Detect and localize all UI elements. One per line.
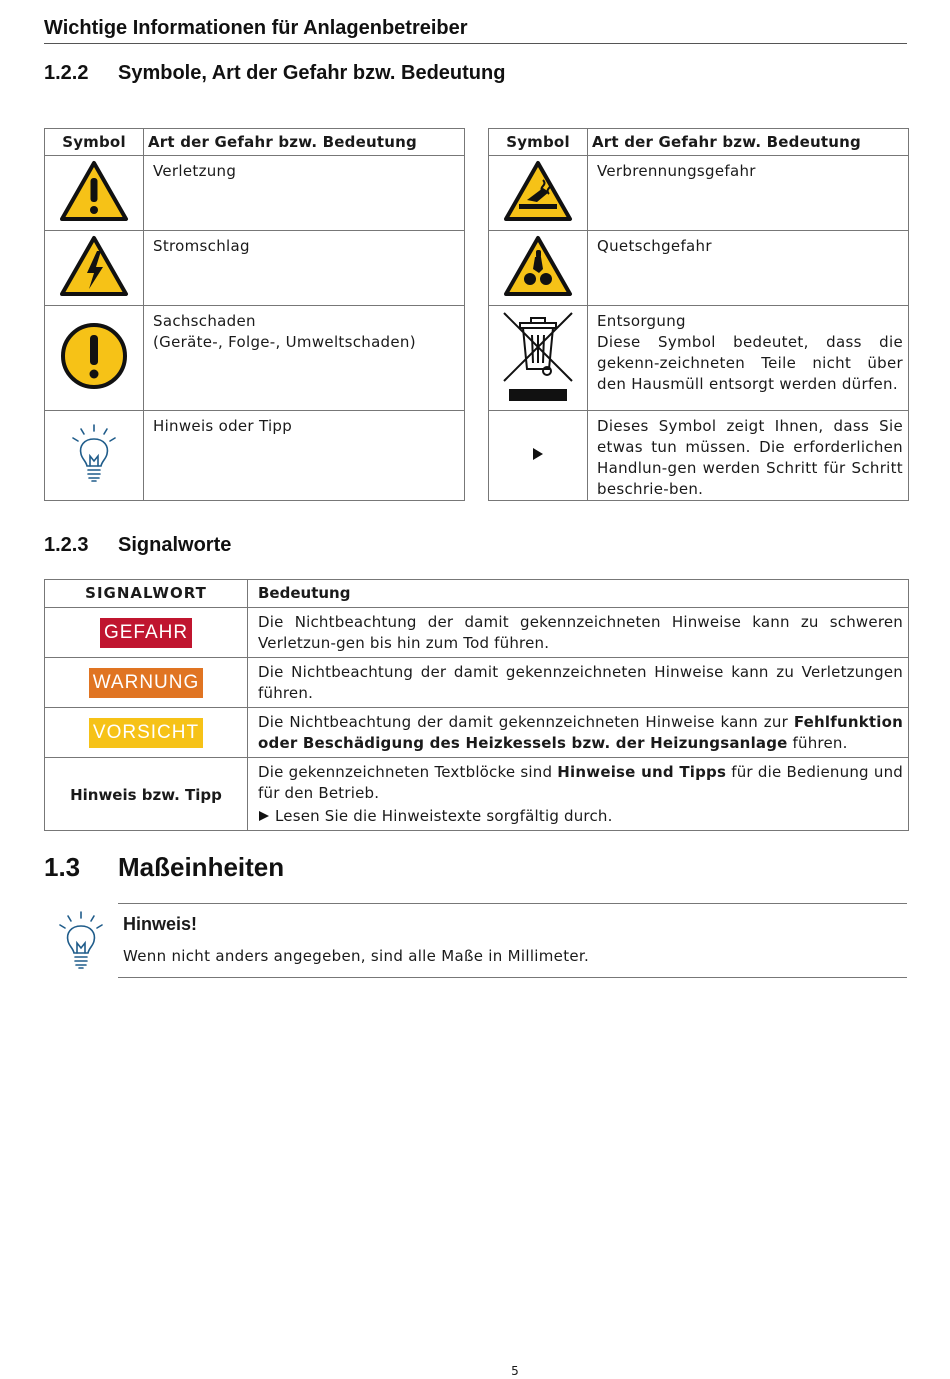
meaning-cell (248, 708, 909, 758)
table-row (45, 608, 909, 658)
symbol-table-left (44, 128, 465, 501)
col-header-meaning: Art der Gefahr bzw. Bedeutung (144, 129, 465, 156)
note-title: Hinweis! (123, 914, 198, 934)
meaning-detail: Diese Symbol bedeutet, dass die gekenn-zeichneten Teile nicht über den Hausmüll entsorgt werden dürfen. (597, 333, 903, 393)
crush-hazard-icon (503, 235, 573, 297)
section-heading-123 (44, 533, 231, 557)
table-row (489, 306, 909, 411)
col-header-symbol: Symbol (45, 129, 144, 156)
meaning-emphasis: Hinweise und Tipps (557, 763, 727, 781)
symbol-cell (45, 156, 144, 231)
note-box (118, 903, 907, 978)
lightbulb-icon (69, 423, 119, 485)
symbol-table-right (488, 128, 909, 501)
table-row (45, 306, 465, 411)
meaning-cell: Verbrennungsgefahr (588, 156, 909, 231)
symbol-cell (45, 231, 144, 306)
section-heading-122 (44, 61, 505, 85)
crossed-bin-icon (500, 309, 576, 403)
symbol-cell (489, 306, 588, 411)
meaning-cell: Dieses Symbol zeigt Ihnen, dass Sie etwas tun müssen. Die erforderlichen Handlun-gen werden Schritt für Schritt beschrie-ben. (588, 411, 909, 501)
table-row (45, 658, 909, 708)
signalword-cell (45, 708, 248, 758)
meaning-cell: Verletzung (144, 156, 465, 231)
section-number: 1.3 (44, 852, 81, 882)
danger-badge: GEFAHR (100, 618, 192, 648)
section-heading-13 (44, 852, 284, 882)
meaning-cell (248, 758, 909, 831)
signalword-cell (45, 658, 248, 708)
col-header-signalword: SIGNALWORT (45, 580, 248, 608)
section-title: Symbole, Art der Gefahr bzw. Bedeutung (118, 62, 506, 84)
table-row (45, 156, 465, 231)
table-row (45, 231, 465, 306)
step-text: Lesen Sie die Hinweistexte sorgfältig durch. (274, 807, 613, 825)
col-header-symbol: Symbol (489, 129, 588, 156)
page-header: Wichtige Informationen für Anlagenbetreiber (44, 14, 907, 44)
note-text: Wenn nicht anders angegeben, sind alle Maße in Millimeter. (123, 947, 590, 965)
electric-shock-icon (59, 235, 129, 297)
symbol-cell (45, 306, 144, 411)
meaning-cell (144, 306, 465, 411)
lightbulb-icon (56, 910, 106, 972)
meaning-text: Die Nichtbeachtung der damit gekennzeichneten Hinweise kann zur (258, 713, 794, 731)
hint-label: Hinweis bzw. Tipp (70, 785, 222, 804)
signal-word-table (44, 579, 909, 831)
meaning-title: Entsorgung (597, 312, 686, 330)
caution-badge: VORSICHT (89, 718, 203, 748)
meaning-text: Die gekennzeichneten Textblöcke sind (258, 763, 558, 781)
warning-triangle-icon (59, 160, 129, 222)
table-row (45, 708, 909, 758)
section-title: Signalworte (118, 534, 232, 556)
symbol-cell (489, 156, 588, 231)
step-line (258, 806, 903, 827)
meaning-detail: (Geräte-, Folge-, Umweltschaden) (153, 333, 416, 351)
meaning-cell: Die Nichtbeachtung der damit gekennzeichneten Hinweise kann zu schweren Verletzun-gen bis hin zum Tod führen. (248, 608, 909, 658)
exclamation-circle-icon (59, 321, 129, 391)
meaning-emphasis: Fehlfunktion oder Beschädigung des Heizkessels bzw. der Heizungsanlage (258, 713, 903, 752)
triangle-right-icon (531, 447, 545, 461)
triangle-right-icon (258, 810, 270, 822)
col-header-meaning: Art der Gefahr bzw. Bedeutung (588, 129, 909, 156)
warning-badge: WARNUNG (89, 668, 204, 698)
symbol-cell (489, 411, 588, 501)
signalword-cell (45, 608, 248, 658)
table-row (489, 231, 909, 306)
table-row (45, 411, 465, 501)
meaning-title: Sachschaden (153, 312, 256, 330)
hot-surface-icon (503, 160, 573, 222)
table-row (489, 156, 909, 231)
meaning-text: für die Bedienung und für den Betrieb. (258, 763, 903, 802)
table-row (45, 758, 909, 831)
col-header-meaning: Bedeutung (248, 580, 909, 608)
signalword-cell (45, 758, 248, 831)
meaning-cell: Stromschlag (144, 231, 465, 306)
meaning-cell (588, 306, 909, 411)
section-title: Maßeinheiten (118, 852, 285, 882)
section-number: 1.2.2 (44, 62, 89, 84)
page-number: 5 (511, 1364, 519, 1378)
meaning-cell: Hinweis oder Tipp (144, 411, 465, 501)
table-row (489, 411, 909, 501)
meaning-cell: Die Nichtbeachtung der damit gekennzeichneten Hinweise kann zu Verletzungen führen. (248, 658, 909, 708)
section-number: 1.2.3 (44, 534, 89, 556)
symbol-cell (489, 231, 588, 306)
meaning-cell: Quetschgefahr (588, 231, 909, 306)
symbol-cell (45, 411, 144, 501)
meaning-text: führen. (787, 734, 848, 752)
